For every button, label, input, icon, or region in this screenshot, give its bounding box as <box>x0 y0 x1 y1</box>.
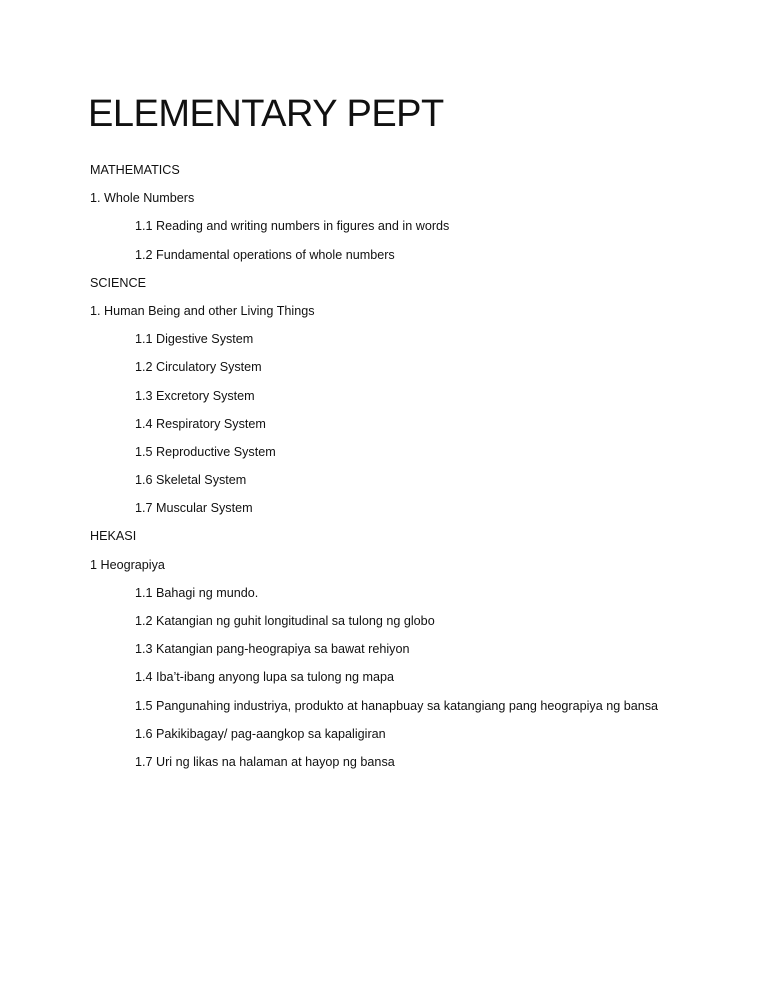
section-heading: SCIENCE <box>90 275 146 290</box>
section-mathematics <box>90 156 730 269</box>
list-item: 1.2 Katangian ng guhit longitudinal sa tulong ng globo <box>135 614 435 628</box>
topic: 1 Heograpiya <box>90 557 165 572</box>
topic: 1. Human Being and other Living Things <box>90 303 315 318</box>
list-item: 1.2 Circulatory System <box>135 360 262 375</box>
list-item: 1.2 Fundamental operations of whole numbers <box>135 247 395 262</box>
list-item: 1.4 Respiratory System <box>135 416 266 431</box>
list-item: 1.1 Digestive System <box>135 332 254 347</box>
section-science <box>90 269 730 523</box>
section-heading: HEKASI <box>90 529 137 544</box>
list-item: 1.7 Uri ng likas na halaman at hayop ng bansa <box>135 754 395 769</box>
section-heading: MATHEMATICS <box>90 163 180 177</box>
section-hekasi <box>90 522 730 776</box>
list-item: 1.1 Reading and writing numbers in figures and in words <box>135 219 450 234</box>
list-item: 1.4 Iba’t-ibang anyong lupa sa tulong ng mapa <box>135 670 395 685</box>
list-item: 1.5 Pangunahing industriya, produkto at hanapbuay sa katangiang pang heograpiya ng bansa <box>135 698 659 713</box>
list-item: 1.6 Pakikibagay/ pag-aangkop sa kapaligiran <box>135 726 386 741</box>
list-item: 1.5 Reproductive System <box>135 444 276 459</box>
document-body <box>90 156 730 776</box>
document-title: ELEMENTARY PEPT <box>88 93 444 135</box>
list-item: 1.6 Skeletal System <box>135 473 247 488</box>
list-item: 1.1 Bahagi ng mundo. <box>135 585 259 600</box>
list-item: 1.7 Muscular System <box>135 501 253 516</box>
list-item: 1.3 Excretory System <box>135 388 255 403</box>
topic: 1. Whole Numbers <box>90 191 195 206</box>
list-item: 1.3 Katangian pang-heograpiya sa bawat rehiyon <box>135 642 410 657</box>
